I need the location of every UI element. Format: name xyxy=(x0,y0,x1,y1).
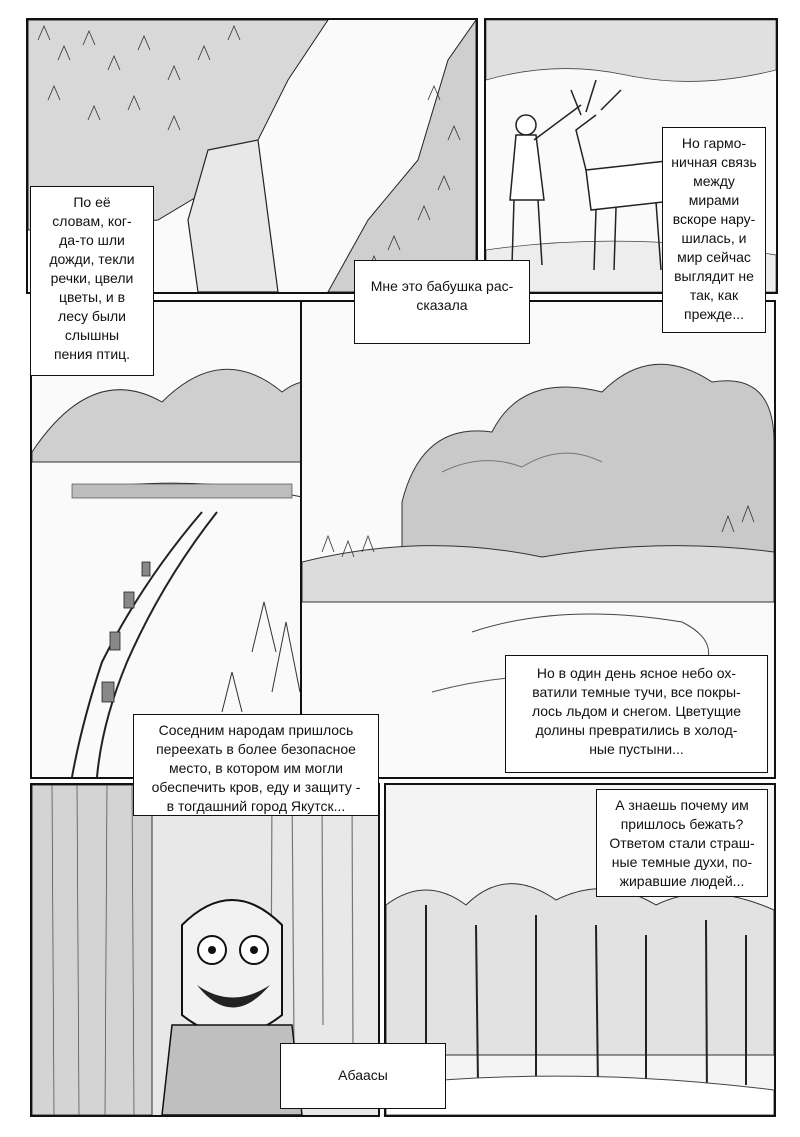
caption-grandmother-memory: По её словам, ког- да-то шли дожди, текли речки, цвели цветы, и в лесу были слышны пения птиц. xyxy=(30,186,154,376)
caption-grandmother-told: Мне это бабушка рас- сказала xyxy=(354,260,530,344)
caption-harmony-broken: Но гармо- ничная связь между мирами вскоре нару- шилась, и мир сейчас выглядит не так, как прежде... xyxy=(662,127,766,333)
caption-dark-spirits: А знаешь почему им пришлось бежать? Ответом стали страш- ные темные духи, по- жиравшие людей... xyxy=(596,789,768,897)
caption-dark-clouds: Но в один день ясное небо ох- ватили темные тучи, все покры- лось льдом и снегом. Цветущие долины превратились в холод- ные пустыни... xyxy=(505,655,768,773)
caption-neighbors-moved: Соседним народам пришлось переехать в более безопасное место, в котором им могли обеспечить кров, еду и защиту - в тогдашний город Якутск... xyxy=(133,714,379,816)
caption-abaasy: Абаасы xyxy=(280,1043,446,1109)
